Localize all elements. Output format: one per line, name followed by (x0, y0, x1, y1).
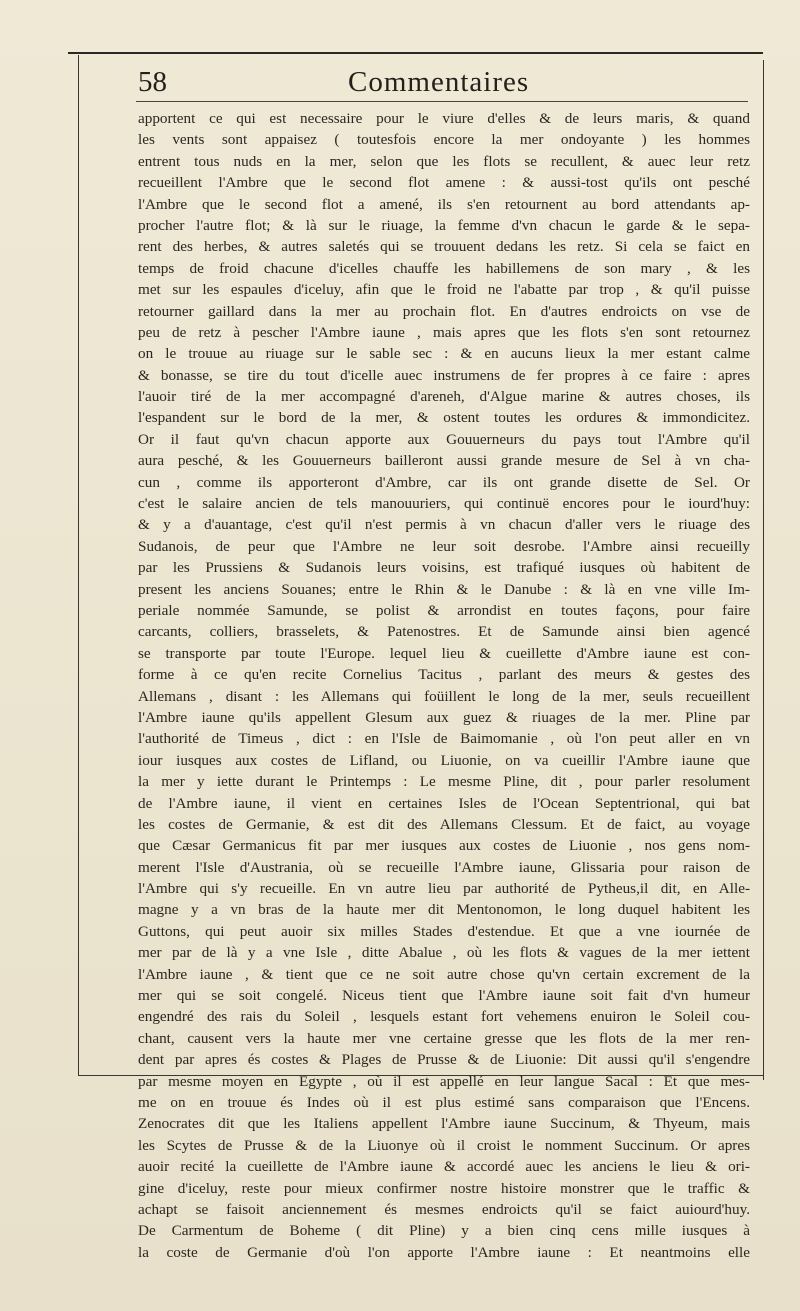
text-line: les costes de Germanie, & est dit des Allemans Clessum. Et de faict, au voyage (138, 815, 750, 833)
text-line: merent l'Isle d'Austrania, où se recueille l'Ambre iaune, Glissaria pour raison de (138, 858, 750, 876)
text-line: retourner gaillard dans la mer au prochain flot. En d'autres endroicts on vse de (138, 302, 750, 320)
text-line: recueillent l'Ambre que le second flot amene : & aussi-tost qu'ils ont pesché (138, 174, 750, 192)
text-line: & bonasse, se tire du tout d'icelle auec instrumens de fer propres à ce faire : apres (138, 366, 750, 384)
frame-left-border (78, 55, 79, 1075)
text-line: mer qui se soit congelé. Niceus tient que l'Ambre iaune soit fait d'vn humeur (138, 987, 750, 1005)
text-line: l'Ambre qui s'y recueille. En vn autre lieu par authorité de Pytheus,il dit, en Alle- (138, 880, 750, 898)
text-line: l'espandent sur le bord de la mer, & ostent toutes les ordures & immondicitez. (138, 409, 750, 427)
text-line: peu de retz à pescher l'Ambre iaune , mais apres que les flots s'en sont retournez (138, 323, 750, 341)
text-line: Zenocrates dit que les Italiens appellent l'Ambre iaune Succinum, & Thyeum, mais (138, 1115, 750, 1133)
text-line: l'Ambre que le second flot a amené, ils s'en retournent au bord attendants ap- (138, 195, 750, 213)
text-line: met sur les espaules d'iceluy, afin que le froid ne l'abatte par trop , & qu'il puisse (138, 281, 750, 299)
running-head: Commentaires (348, 66, 530, 98)
text-line: mer par de là y a vne Isle , ditte Abalue , où les flots & vagues de la mer iettent (138, 944, 750, 962)
text-line: temps de froid chacune d'icelles chauffe les habillemens de son mary , & les (138, 259, 750, 277)
text-line: magne y a vn bras de la haute mer dit Mentonomon, le long duquel habitent les (138, 901, 750, 919)
text-line: Or il faut qu'vn chacun apporte aux Gouuerneurs du pays tout l'Ambre qu'il (138, 430, 750, 448)
text-line: chant, causent vers la haute mer vne certaine gresse que les flots de la mer ren- (138, 1029, 750, 1047)
text-line: gine d'iceluy, reste pour mieux confirmer nostre histoire monstrer que le traffic & (138, 1179, 750, 1197)
text-line: par les Prussiens & Sudanois leurs voisins, est trafiqué iusques où habitent de (138, 559, 750, 577)
text-line: c'est le salaire ancien de tels manouuriers, qui continuë encores pour le iourd'huy: (138, 495, 750, 513)
text-line: Allemans , disant : les Allemans qui foüillent le long de la mer, seuls recueillent (138, 687, 750, 705)
text-line: forme à ce qu'en recite Cornelius Tacitus , parlant des meurs & gestes des (138, 666, 750, 684)
text-line: cun , comme ils apporteront d'Ambre, car ils ont grande disette de Sel. Or (138, 473, 750, 491)
text-line: iour iusques aux costes de Lifland, ou Liuonie, on va cueillir l'Ambre iaune que (138, 751, 750, 769)
text-line: entrent tous nuds en la mer, selon que les flots se recullent, & auec leur retz (138, 152, 750, 170)
text-line: de l'Ambre iaune, il vient en certaines Isles de l'Ocean Septentrional, qui bat (138, 794, 750, 812)
text-line: l'auoir tiré de la mer accompagné d'areneh, d'Algue marine & autres choses, ils (138, 388, 750, 406)
text-line: De Carmentum de Boheme ( dit Pline) y a bien cinq cens mille iusques à (138, 1222, 750, 1240)
text-line: dent par apres és costes & Plages de Prusse & de Liuonie: Dit aussi qu'il s'engendre (138, 1051, 750, 1069)
text-line: carcants, colliers, brasselets, & Patenostres. Et de Samunde ainsi bien agencé (138, 623, 750, 641)
text-line: les vents sont appaisez ( toutesfois encore la mer ondoyante ) les hommes (138, 131, 750, 149)
header-rule (136, 101, 748, 102)
text-line: aura pesché, & les Gouuerneurs bailleront aussi grande mesure de Sel à vn cha- (138, 452, 750, 470)
text-line: l'Ambre iaune qu'ils appellent Glesum aux guez & riuages de la mer. Pline par (138, 708, 750, 726)
text-line: procher l'autre flot; & là sur le riuage, la femme d'vn chacun le garde & le sepa- (138, 216, 750, 234)
text-line: present les anciens Souanes; entre le Rhin & le Danube : & là en vne ville Im- (138, 580, 750, 598)
text-line: on le trouue au riuage sur le sable sec : & en aucuns lieux la mer estant calme (138, 345, 750, 363)
body-text (138, 108, 750, 1263)
text-line: apportent ce qui est necessaire pour le viure d'elles & de leurs maris, & quand (138, 110, 750, 127)
text-line: l'Ambre iaune , & tient que ce ne soit autre chose qu'vn certain excrement de la (138, 965, 750, 983)
text-line: engendré des rais du Soleil , lesquels estant fort vehemens enuiron le Soleil cou- (138, 1008, 750, 1026)
page-number: 58 (138, 66, 167, 98)
text-line: auoir recité la cueillette de l'Ambre iaune & accordé auec les anciens le lieu & ori- (138, 1158, 750, 1176)
text-line: les Scytes de Prusse & de la Liuonye où il croist le nomment Succinum. Or apres (138, 1136, 750, 1154)
text-line: que Cæsar Germanicus fit par mer iusques aux costes de Liuonie , nos gens nom- (138, 837, 750, 855)
text-line: la coste de Germanie d'où l'on apporte l'Ambre iaune : Et neantmoins elle (138, 1243, 750, 1261)
text-line: periale nommée Samunde, se polist & arrondist en toutes façons, pour faire (138, 601, 750, 619)
text-line: achapt se faisoit anciennement és mesmes endroicts qu'il se faict auiourd'huy. (138, 1200, 750, 1218)
top-rule (68, 52, 763, 54)
text-line: Sudanois, de peur que l'Ambre ne leur soit desrobe. l'Ambre ainsi recueilly (138, 537, 750, 555)
text-line: & y a d'auantage, c'est qu'il n'est permis à vn chacun d'aller vers le riuage des (138, 516, 750, 534)
page-header (138, 60, 758, 104)
text-line: par mesme moyen en Egypte , où il est appellé en leur langue Sacal : Et que mes- (138, 1072, 750, 1090)
text-line: me on en trouue és Indes où il est plus estimé sans comparaison que l'Encens. (138, 1093, 750, 1111)
text-line: la mer y iette durant le Printemps : Le mesme Pline, dit , pour parler resolument (138, 773, 750, 791)
frame-right-border (763, 60, 764, 1080)
text-line: rent des herbes, & autres saletés qui se trouuent dedans les retz. Si cela se faict en (138, 238, 750, 256)
text-line: Guttons, qui peut auoir six milles Stades d'estendue. Et que a vne iournée de (138, 922, 750, 940)
text-line: se transporte par toute l'Europe. lequel lieu & cueillette d'Ambre iaune est con- (138, 644, 750, 662)
text-line: l'authorité de Timeus , dict : en l'Isle de Baimomanie , où l'on peut aller en vn (138, 730, 750, 748)
